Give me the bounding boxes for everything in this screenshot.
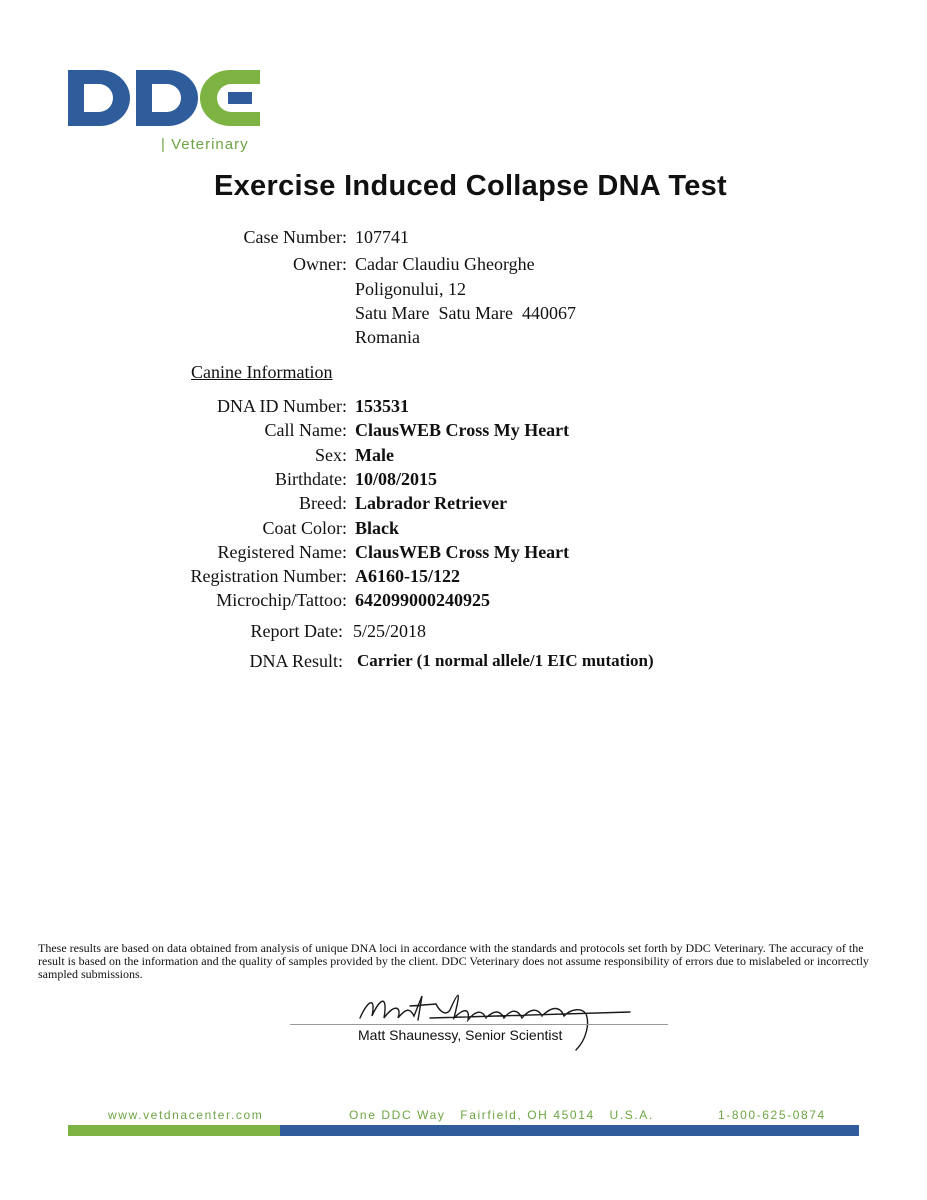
canine-info-value: ClausWEB Cross My Heart — [355, 541, 570, 562]
report-date-label: Report Date: — [250, 621, 343, 641]
address-line-3-text: Romania — [355, 327, 420, 347]
signature-line — [290, 1024, 668, 1025]
canine-info-value: Black — [355, 517, 400, 538]
canine-info-label: DNA ID Number: — [217, 396, 347, 416]
canine-info-label: Registration Number: — [190, 566, 347, 587]
address-line-1-text: Poligonului, 12 — [355, 279, 467, 299]
canine-info-value: 10/08/2015 — [355, 468, 438, 489]
disclaimer-text: These results are based on data obtained from analysis of unique DNA loci in accordance with the standards and protocols set forth by DDC Veterinary. The accuracy of the result is based on the information and the quality of samples provided by the client. DDC Veterinary does not assume responsibility of errors due to mislabeled or incorrectly sampled submissions. — [38, 941, 869, 981]
dna-result-label: DNA Result: — [249, 651, 343, 671]
address-line-2-text: Satu Mare Satu Mare 440067 — [355, 303, 576, 323]
footer-phone: 1-800-625-0874 — [718, 1108, 826, 1122]
signature-name: Matt Shaunessy, Senior Scientist — [358, 1027, 563, 1043]
canine-info-label: Registered Name: — [217, 541, 347, 562]
canine-section-title: Canine Information — [191, 362, 333, 382]
report-date-value: 5/25/2018 — [353, 621, 427, 641]
canine-info-label: Sex: — [314, 444, 347, 465]
canine-info-value: 642099000240925 — [355, 590, 490, 611]
canine-info-label: Birthdate: — [275, 468, 347, 489]
case-number-label: Case Number: — [243, 227, 347, 247]
owner-name: Cadar Claudiu Gheorghe — [355, 254, 535, 274]
canine-info-value: A6160-15/122 — [355, 566, 460, 587]
footer-address: One DDC Way Fairfield, OH 45014 U.S.A. — [349, 1108, 654, 1122]
canine-info-label: Call Name: — [264, 420, 347, 441]
canine-info-label: Coat Color: — [262, 517, 347, 538]
footer-website: www.vetdnacenter.com — [108, 1108, 264, 1122]
logo-subtitle: | Veterinary — [161, 136, 249, 153]
canine-info-value: Male — [355, 444, 394, 465]
canine-info-value: Labrador Retriever — [355, 493, 508, 514]
canine-info-label: Microchip/Tattoo: — [216, 590, 347, 611]
page-title: Exercise Induced Collapse DNA Test — [213, 170, 728, 202]
signature-image — [290, 978, 670, 1058]
case-number-value: 107741 — [355, 227, 409, 247]
footer-bar-green — [68, 1125, 280, 1136]
canine-info-value: 153531 — [355, 396, 409, 416]
canine-info-label: Breed: — [299, 493, 347, 514]
canine-info-value: ClausWEB Cross My Heart — [355, 420, 570, 441]
dna-result-value: Carrier (1 normal allele/1 EIC mutation) — [357, 651, 654, 670]
owner-label: Owner: — [293, 254, 347, 274]
footer-bar-blue — [280, 1125, 859, 1136]
